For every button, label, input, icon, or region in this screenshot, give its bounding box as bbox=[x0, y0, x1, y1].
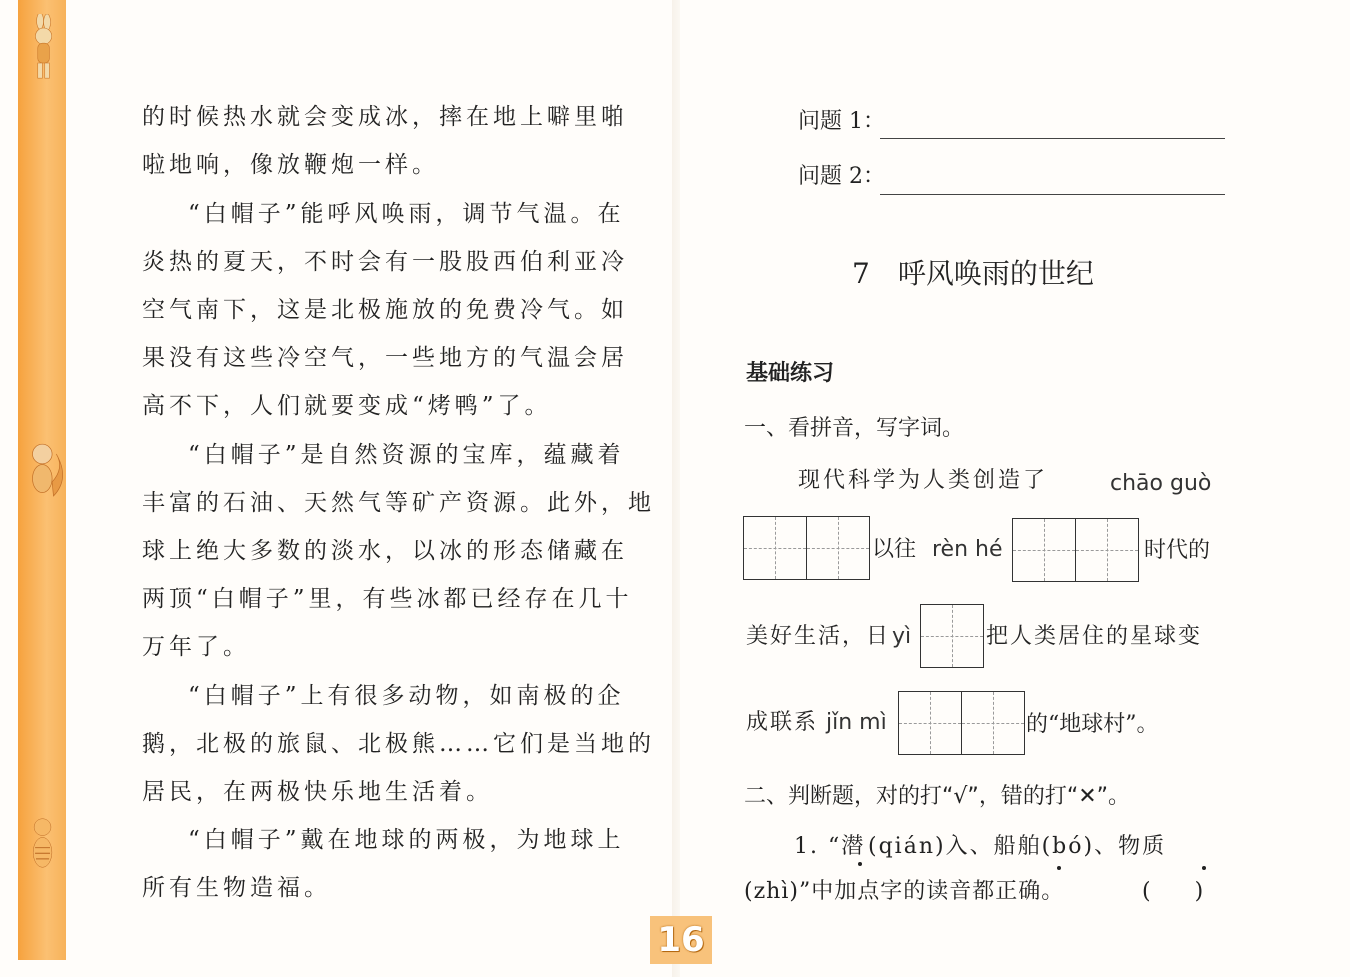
exercise-text: 时代的 bbox=[1144, 538, 1211, 563]
rabbit-mascot-icon bbox=[12, 14, 74, 84]
body-text-line: “白帽子”上有很多动物，如南极的企 bbox=[188, 683, 625, 709]
question-text: (zhì)”中加点字的读音都正确。 bbox=[744, 879, 1065, 904]
body-text-line: 高不下，人们就要变成“烤鸭”了。 bbox=[142, 393, 552, 419]
write-box-ren-he[interactable] bbox=[1012, 518, 1139, 582]
tiger-mascot-icon bbox=[12, 815, 74, 885]
body-text-line: 万年了。 bbox=[142, 634, 250, 660]
body-text-line: 居民，在两极快乐地生活着。 bbox=[142, 779, 493, 805]
pinyin-ren-he: rèn hé bbox=[932, 537, 1003, 562]
exercise-text: 现代科学为人类创造了 bbox=[798, 468, 1049, 493]
pinyin-chao-guo: chāo guò bbox=[1110, 471, 1212, 496]
question-text: (qián)入、船舶(bó)、物质 bbox=[868, 834, 1167, 859]
body-text-line: 啦地响，像放鞭炮一样。 bbox=[142, 152, 439, 178]
body-text-line: “白帽子”能呼风唤雨，调节气温。在 bbox=[188, 201, 625, 227]
exercise-text: 美好生活，日 bbox=[746, 624, 891, 649]
question-text: 1. “潜 bbox=[794, 834, 866, 859]
question-2-label: 问题 2： bbox=[798, 164, 885, 189]
body-text-line: 球上绝大多数的淡水，以冰的形态储藏在 bbox=[142, 538, 628, 564]
write-box-jin-mi[interactable] bbox=[898, 691, 1025, 755]
exercise-text: 的“地球村”。 bbox=[1026, 712, 1159, 737]
pinyin-yi: yì bbox=[892, 624, 912, 649]
part-1-heading: 一、看拼音，写字词。 bbox=[744, 416, 965, 441]
part-2-heading: 二、判断题，对的打“√”，错的打“✕”。 bbox=[744, 784, 1131, 809]
exercise-text: 成联系 bbox=[746, 710, 819, 735]
emphasis-dot bbox=[858, 862, 862, 866]
right-page bbox=[680, 0, 1350, 977]
body-text-line: 丰富的石油、天然气等矿产资源。此外，地 bbox=[142, 490, 655, 516]
question-1-label: 问题 1： bbox=[798, 109, 885, 134]
question-2-answer-line[interactable] bbox=[880, 194, 1225, 195]
body-text-line: 空气南下，这是北极施放的免费冷气。如 bbox=[142, 297, 628, 323]
write-box-yi[interactable] bbox=[920, 604, 984, 668]
squirrel-mascot-icon bbox=[12, 440, 74, 510]
body-text-line: 鹅，北极的旅鼠、北极熊……它们是当地的 bbox=[142, 731, 655, 757]
exercise-text: 以往 bbox=[872, 537, 917, 562]
body-text-line: 两顶“白帽子”里，有些冰都已经存在几十 bbox=[142, 586, 633, 612]
lesson-title: 7 呼风唤雨的世纪 bbox=[852, 257, 1094, 290]
body-text-line: “白帽子”是自然资源的宝库，蕴藏着 bbox=[188, 442, 625, 468]
answer-bracket[interactable]: ( ) bbox=[1142, 879, 1204, 904]
emphasis-dot bbox=[1057, 866, 1061, 870]
body-text-line: 的时候热水就会变成冰，摔在地上噼里啪 bbox=[142, 104, 628, 130]
body-text-line: 炎热的夏天，不时会有一股股西伯利亚冷 bbox=[142, 249, 628, 275]
body-text-line: 所有生物造福。 bbox=[142, 875, 331, 901]
section-heading: 基础练习 bbox=[746, 360, 835, 386]
body-text-line: 果没有这些冷空气，一些地方的气温会居 bbox=[142, 345, 628, 371]
pinyin-jin-mi: jǐn mì bbox=[826, 710, 887, 735]
write-box-chao-guo[interactable] bbox=[743, 516, 870, 580]
emphasis-dot bbox=[1202, 866, 1206, 870]
body-text-line: “白帽子”戴在地球的两极，为地球上 bbox=[188, 827, 625, 853]
question-1-answer-line[interactable] bbox=[880, 138, 1225, 139]
page-number: 16 bbox=[650, 916, 712, 964]
exercise-text: 把人类居住的星球变 bbox=[986, 624, 1203, 649]
